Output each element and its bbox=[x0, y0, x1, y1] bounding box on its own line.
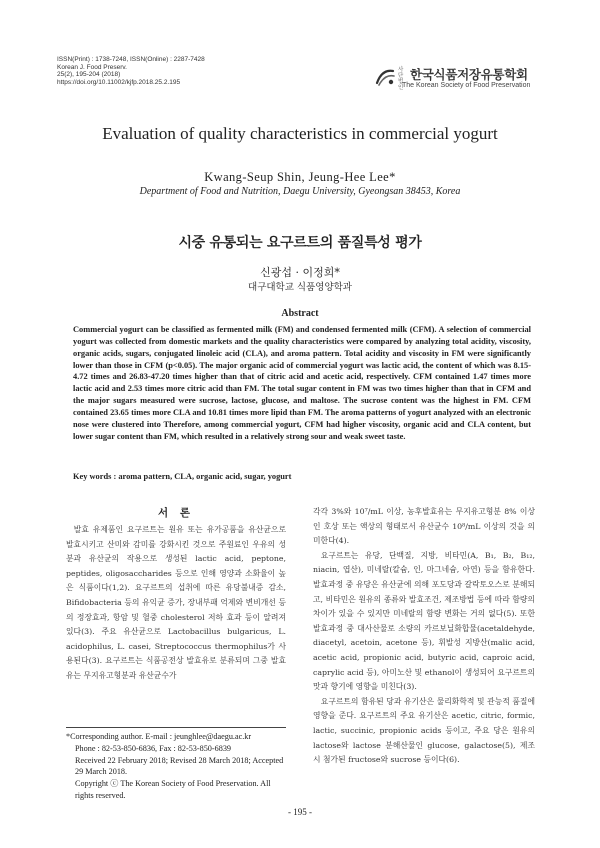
journal-name: Korean J. Food Preserv. bbox=[57, 63, 127, 71]
keywords bbox=[73, 472, 531, 481]
footnote bbox=[66, 731, 286, 802]
society-name-en: The Korean Society of Food Preservation bbox=[402, 82, 531, 89]
paragraph: 요구르트의 함유된 당과 유기산은 물리화학적 및 관능적 품질에 영향을 준다. 요구르트의 주요 유기산은 acetic, citric, formic, lactic, succinic, propionic acids 등이고, 주요 당은 원유의 lactose와 lactose 분해산물인 glucose, galactose(5), 제조 시 첨가된 fructose와 sucrose 등이다(6). bbox=[313, 696, 535, 765]
authors-en: Kwang-Seup Shin, Jeung-Hee Lee* bbox=[204, 170, 396, 184]
left-column bbox=[66, 505, 286, 684]
society-name-kr: 한국식품저장유통학회 bbox=[410, 67, 528, 82]
submission-dates: Received 22 February 2018; Revised 28 March 2018; Accepted 29 March 2018. bbox=[75, 755, 284, 777]
contact-info: Phone : 82-53-850-6836, Fax : 82-53-850-6839 bbox=[75, 743, 232, 753]
doi-link[interactable]: https://doi.org/10.11002/kjfp.2018.25.2.195 bbox=[57, 78, 181, 86]
page-number: - 195 - bbox=[288, 807, 312, 817]
abstract-heading: Abstract bbox=[281, 308, 319, 319]
copyright-notice: Copyright ⓒ The Korean Society of Food Preservation. All rights reserved. bbox=[75, 779, 271, 800]
society-emblem-icon bbox=[374, 66, 396, 88]
paragraph: 요구르트는 유당, 단백질, 지방, 비타민(A, B₁, B₂, B₁₂, niacin, 엽산), 미네랄(칼슘, 인, 마그네슘, 아연) 등을 함유한다. 발효과정 중 유당은 유산균에 의해 포도당과 갈락토오스로 분해되고, 비타민은 원유의 종류와 발효조건, 제조방법 등에 따라 함량의 차이가 있을 수 있지만 미네랄의 함량 변화는 거의 없다(5). 또한 발효과정 중 대사산물로 소량의 카르보닐화합물(acetaldehyde, diacetyl, acetoin, acetone 등), 휘발성 지방산(malic acid, acetic acid, propionic acid, butyric acid, caproic acid, caprylic acid 등), 아미노산 및 ethanol이 생성되어 요구르트의 맛과 향기에 영향을 미친다(3). bbox=[313, 550, 535, 692]
abstract-text: Commercial yogurt can be classified as fermented milk (FM) and condensed fermented milk (CFM). A selection of commercial yogurt was collected from domestic markets and the quality characteristics were compared by analyzing total acidity, viscosity, organic acids, sugars, conjugated linoleic acid (CLA), and aroma pattern. Total acidity and viscosity in FM were significantly lower than those in CFM (p<0.05). The major organic acid of commercial yogurt was lactic acid, the content of which was 8.15-4.72 times and 26.83-47.20 times higher than that of citric acid and acetic acid, respectively. CFM contained 1.47 times more lactic acid and 2.53 times more citric acid than FM. The total sugar content in FM was two times higher than that in CFM and the major sugars measured were sucrose, lactose, glucose, and maltose. The sucrose content was the highest in FM. CFM contained 23.65 times more CLA and 10.81 times more lipid than FM. The aroma patterns of yogurt analyzed with an electronic nose were clustered into Therefore, among commercial yogurt, CFM had higher viscosity, organic acid and CLA content, but lower sugar content than FM, which resulted in a relatively strong sour and weak sweet taste. bbox=[73, 325, 531, 441]
right-column bbox=[313, 505, 535, 768]
paragraph: 발효 유제품인 요구르트는 원유 또는 유가공품을 유산균으로 발효시키고 산미와 감미를 강화시킨 것으로 주원료인 우유의 성분과 유산균의 작용으로 생성된 lactic acid, peptone, peptides, oligosaccharides 등으로 인해 영양과 소화율이 높은 식품이다(1,2). 요구르트의 섭취에 따른 유당불내증 감소, Bifidobacteria 등의 유익균 증가, 장내부패 억제와 변비개선 등의 정장효과, 항암 및 혈중 cholesterol 저하 효과 등이 알려져 있다(3). 주요 유산균으로 Lactobacillus bulgaricus, L. acidophilus, L. casei, Streptococcus thermophilus가 사용된다(3). 요구르트는 식품공전상 발효유로 분류되며 그중 발효유는 무지유고형분과 유산균수가 bbox=[66, 525, 286, 680]
issn-line: ISSN(Print) : 1738-7248, ISSN(Online) : 2287-7428 bbox=[57, 56, 205, 63]
affiliation-kr: 대구대학교 식품영양학과 bbox=[248, 282, 352, 293]
keywords-list: aroma pattern, CLA, organic acid, sugar, yogurt bbox=[116, 472, 292, 481]
keywords-label: Key words : bbox=[73, 472, 117, 481]
introduction-text bbox=[66, 523, 286, 684]
affiliation-en: Department of Food and Nutrition, Daegu University, Gyeongsan 38453, Korea bbox=[139, 186, 461, 197]
paper-title-kr: 시중 유통되는 요구르트의 품질특성 평가 bbox=[178, 235, 422, 251]
section-heading-introduction: 서 론 bbox=[158, 507, 194, 519]
footnote-divider bbox=[66, 727, 286, 728]
corresponding-author: *Corresponding author. E-mail : jeunghlee@daegu.ac.kr bbox=[66, 732, 252, 741]
volume-pages: 25(2), 195-204 (2018) bbox=[57, 71, 121, 79]
society-logo-block bbox=[374, 64, 554, 94]
paper-title-en: Evaluation of quality characteristics in commercial yogurt bbox=[102, 124, 498, 143]
journal-info bbox=[57, 56, 205, 86]
authors-kr: 신광섭 · 이정희* bbox=[260, 266, 340, 279]
right-column-text bbox=[313, 505, 535, 768]
society-tag: 사단 법인 bbox=[398, 67, 404, 91]
paragraph: 각각 3%와 10⁷/mL 이상, 농후발효유는 무지유고형분 8% 이상인 호상 또는 액상의 형태로서 유산균수 10⁸/mL 이상의 것을 의미한다(4). bbox=[313, 507, 535, 546]
